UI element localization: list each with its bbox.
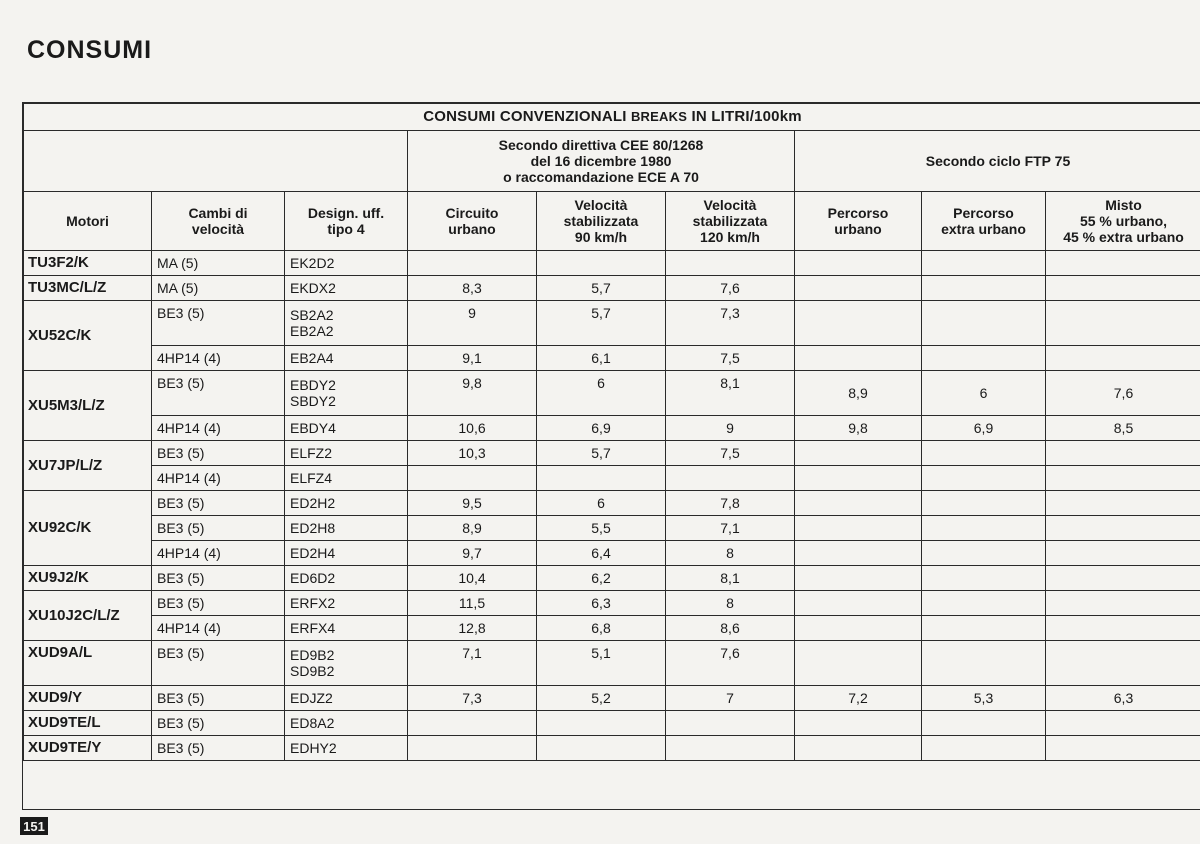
vel120-cell: 7,1 xyxy=(666,516,795,541)
misto-cell xyxy=(1046,276,1200,301)
header-vel90-line-1: Velocità xyxy=(574,197,628,213)
misto-cell xyxy=(1046,541,1200,566)
gearbox-cell: 4HP14 (4) xyxy=(152,466,285,491)
header-vel120-line-1: Velocità xyxy=(703,197,757,213)
motor-cell: XUD9/Y xyxy=(24,686,152,711)
percorso-urbano-cell xyxy=(795,616,922,641)
percorso-urbano-cell: 9,8 xyxy=(795,416,922,441)
header-misto-line-3: 45 % extra urbano xyxy=(1063,229,1184,245)
header-pu-line-1: Percorso xyxy=(827,205,889,221)
vel120-cell: 8 xyxy=(666,591,795,616)
gearbox-cell: BE3 (5) xyxy=(152,686,285,711)
design-cell: ED2H8 xyxy=(285,516,408,541)
table-row xyxy=(24,276,1200,301)
table-row xyxy=(24,301,1200,346)
header-motori: Motori xyxy=(24,192,152,251)
header-pe-line-2: extra urbano xyxy=(941,221,1026,237)
table-row xyxy=(24,736,1200,761)
group-header-ftp: Secondo ciclo FTP 75 xyxy=(795,131,1200,192)
gearbox-cell: BE3 (5) xyxy=(152,491,285,516)
table-row xyxy=(24,616,1200,641)
vel120-cell: 7,3 xyxy=(666,301,795,346)
motor-cell: TU3MC/L/Z xyxy=(24,276,152,301)
vel120-cell xyxy=(666,736,795,761)
design-cell: ERFX4 xyxy=(285,616,408,641)
gearbox-cell: BE3 (5) xyxy=(152,516,285,541)
vel90-cell: 6,9 xyxy=(537,416,666,441)
misto-cell xyxy=(1046,566,1200,591)
consumption-table-frame xyxy=(22,102,1200,810)
header-design xyxy=(285,192,408,251)
circuito-cell: 9,1 xyxy=(408,346,537,371)
circuito-cell: 7,1 xyxy=(408,641,537,686)
misto-cell xyxy=(1046,641,1200,686)
misto-cell xyxy=(1046,616,1200,641)
vel120-cell: 7,6 xyxy=(666,276,795,301)
design-cell xyxy=(285,301,408,346)
design-cell xyxy=(285,371,408,416)
header-cambi xyxy=(152,192,285,251)
design-cell: ED2H2 xyxy=(285,491,408,516)
table-title xyxy=(24,104,1200,131)
table-row xyxy=(24,441,1200,466)
vel90-cell xyxy=(537,736,666,761)
circuito-cell: 8,9 xyxy=(408,516,537,541)
percorso-urbano-cell xyxy=(795,541,922,566)
vel90-cell: 5,7 xyxy=(537,301,666,346)
circuito-cell xyxy=(408,466,537,491)
vel120-cell: 8,6 xyxy=(666,616,795,641)
header-cambi-line-1: Cambi di xyxy=(188,205,248,221)
percorso-urbano-cell xyxy=(795,516,922,541)
gearbox-cell: BE3 (5) xyxy=(152,711,285,736)
vel120-cell: 7,5 xyxy=(666,441,795,466)
percorso-extra-cell: 6,9 xyxy=(922,416,1046,441)
vel90-cell: 5,1 xyxy=(537,641,666,686)
header-vel90-line-2: stabilizzata xyxy=(563,213,639,229)
percorso-urbano-cell xyxy=(795,566,922,591)
vel90-cell: 5,7 xyxy=(537,441,666,466)
vel90-cell xyxy=(537,251,666,276)
percorso-urbano-cell xyxy=(795,491,922,516)
vel90-cell: 5,5 xyxy=(537,516,666,541)
table-row xyxy=(24,251,1200,276)
percorso-urbano-cell xyxy=(795,466,922,491)
design-cell: ED2H4 xyxy=(285,541,408,566)
percorso-extra-cell xyxy=(922,301,1046,346)
design-cell: EKDX2 xyxy=(285,276,408,301)
table-row xyxy=(24,566,1200,591)
percorso-extra-cell xyxy=(922,346,1046,371)
misto-cell xyxy=(1046,491,1200,516)
table-row xyxy=(24,541,1200,566)
design-cell: EDJZ2 xyxy=(285,686,408,711)
percorso-extra-cell xyxy=(922,591,1046,616)
gearbox-cell: BE3 (5) xyxy=(152,566,285,591)
percorso-urbano-cell xyxy=(795,346,922,371)
percorso-extra-cell xyxy=(922,491,1046,516)
circuito-cell xyxy=(408,711,537,736)
header-misto-line-1: Misto xyxy=(1105,197,1142,213)
design-cell: ED8A2 xyxy=(285,711,408,736)
table-row xyxy=(24,711,1200,736)
gearbox-cell: 4HP14 (4) xyxy=(152,616,285,641)
design-line: SD9B2 xyxy=(290,663,335,679)
misto-cell xyxy=(1046,466,1200,491)
misto-cell xyxy=(1046,711,1200,736)
percorso-urbano-cell xyxy=(795,641,922,686)
gearbox-cell: BE3 (5) xyxy=(152,591,285,616)
percorso-extra-cell: 6 xyxy=(922,371,1046,416)
percorso-extra-cell xyxy=(922,641,1046,686)
motor-cell: XU92C/K xyxy=(24,491,152,566)
gearbox-cell: BE3 (5) xyxy=(152,736,285,761)
table-row xyxy=(24,591,1200,616)
table-row xyxy=(24,466,1200,491)
gearbox-cell: 4HP14 (4) xyxy=(152,541,285,566)
vel120-cell xyxy=(666,251,795,276)
consumption-table xyxy=(23,103,1200,761)
group-cee-line-2: del 16 dicembre 1980 xyxy=(530,153,672,169)
table-title-unit: IN LITRI/100km xyxy=(691,108,802,125)
design-line: SBDY2 xyxy=(290,393,336,409)
gearbox-cell: BE3 (5) xyxy=(152,301,285,346)
design-cell xyxy=(285,641,408,686)
circuito-cell: 9 xyxy=(408,301,537,346)
percorso-extra-cell xyxy=(922,566,1046,591)
circuito-cell: 9,5 xyxy=(408,491,537,516)
design-cell: EK2D2 xyxy=(285,251,408,276)
vel120-cell: 7 xyxy=(666,686,795,711)
table-row xyxy=(24,491,1200,516)
motor-cell: TU3F2/K xyxy=(24,251,152,276)
motor-cell: XU52C/K xyxy=(24,301,152,371)
motor-cell: XUD9A/L xyxy=(24,641,152,686)
table-title-main: CONSUMI CONVENZIONALI xyxy=(423,108,627,125)
circuito-cell: 9,8 xyxy=(408,371,537,416)
gearbox-cell: 4HP14 (4) xyxy=(152,416,285,441)
vel120-cell xyxy=(666,711,795,736)
misto-cell: 6,3 xyxy=(1046,686,1200,711)
header-vel120-line-3: 120 km/h xyxy=(700,229,760,245)
percorso-urbano-cell: 7,2 xyxy=(795,686,922,711)
table-row xyxy=(24,516,1200,541)
vel90-cell: 6,1 xyxy=(537,346,666,371)
page-number: 151 xyxy=(20,817,48,835)
design-cell: EB2A4 xyxy=(285,346,408,371)
motor-cell: XU5M3/L/Z xyxy=(24,371,152,441)
vel120-cell: 7,6 xyxy=(666,641,795,686)
vel90-cell: 6,2 xyxy=(537,566,666,591)
design-line: EB2A2 xyxy=(290,323,334,339)
percorso-urbano-cell xyxy=(795,711,922,736)
header-vel120-line-2: stabilizzata xyxy=(692,213,768,229)
misto-cell xyxy=(1046,346,1200,371)
vel120-cell: 7,8 xyxy=(666,491,795,516)
header-misto-line-2: 55 % urbano, xyxy=(1079,213,1168,229)
circuito-cell: 7,3 xyxy=(408,686,537,711)
design-line: ED9B2 xyxy=(290,647,335,663)
vel90-cell xyxy=(537,466,666,491)
header-circuito xyxy=(408,192,537,251)
motor-cell: XU10J2C/L/Z xyxy=(24,591,152,641)
design-cell: ED6D2 xyxy=(285,566,408,591)
motor-cell: XUD9TE/Y xyxy=(24,736,152,761)
header-vel90-line-3: 90 km/h xyxy=(574,229,628,245)
group-header-blank xyxy=(24,131,408,192)
circuito-cell xyxy=(408,736,537,761)
percorso-urbano-cell xyxy=(795,736,922,761)
header-circuito-line-1: Circuito xyxy=(445,205,499,221)
design-cell: ELFZ2 xyxy=(285,441,408,466)
misto-cell: 7,6 xyxy=(1046,371,1200,416)
vel90-cell: 5,2 xyxy=(537,686,666,711)
group-header-cee xyxy=(408,131,795,192)
percorso-extra-cell xyxy=(922,466,1046,491)
vel90-cell: 6 xyxy=(537,371,666,416)
design-line: EBDY2 xyxy=(290,377,336,393)
circuito-cell: 8,3 xyxy=(408,276,537,301)
vel90-cell: 5,7 xyxy=(537,276,666,301)
header-design-line-1: Design. uff. xyxy=(307,205,385,221)
circuito-cell: 12,8 xyxy=(408,616,537,641)
misto-cell: 8,5 xyxy=(1046,416,1200,441)
vel120-cell: 8,1 xyxy=(666,566,795,591)
motor-cell: XU9J2/K xyxy=(24,566,152,591)
percorso-urbano-cell xyxy=(795,301,922,346)
motor-cell: XU7JP/L/Z xyxy=(24,441,152,491)
misto-cell xyxy=(1046,736,1200,761)
table-row xyxy=(24,346,1200,371)
motor-cell: XUD9TE/L xyxy=(24,711,152,736)
design-cell: EBDY4 xyxy=(285,416,408,441)
group-cee-line-3: o raccomandazione ECE A 70 xyxy=(503,169,699,185)
misto-cell xyxy=(1046,516,1200,541)
header-vel90 xyxy=(537,192,666,251)
header-cambi-line-2: velocità xyxy=(191,221,245,237)
header-design-line-2: tipo 4 xyxy=(327,221,365,237)
header-pe-line-1: Percorso xyxy=(953,205,1014,221)
design-cell: ERFX2 xyxy=(285,591,408,616)
percorso-extra-cell xyxy=(922,276,1046,301)
header-percorso-urbano xyxy=(795,192,922,251)
vel90-cell: 6,8 xyxy=(537,616,666,641)
table-row xyxy=(24,416,1200,441)
table-row xyxy=(24,371,1200,416)
vel120-cell: 8,1 xyxy=(666,371,795,416)
percorso-urbano-cell xyxy=(795,251,922,276)
percorso-extra-cell: 5,3 xyxy=(922,686,1046,711)
table-row xyxy=(24,686,1200,711)
percorso-urbano-cell xyxy=(795,441,922,466)
percorso-extra-cell xyxy=(922,616,1046,641)
design-line: SB2A2 xyxy=(290,307,334,323)
misto-cell xyxy=(1046,441,1200,466)
percorso-extra-cell xyxy=(922,441,1046,466)
circuito-cell xyxy=(408,251,537,276)
header-pu-line-2: urbano xyxy=(834,221,882,237)
circuito-cell: 11,5 xyxy=(408,591,537,616)
gearbox-cell: BE3 (5) xyxy=(152,371,285,416)
vel90-cell: 6,3 xyxy=(537,591,666,616)
vel90-cell: 6,4 xyxy=(537,541,666,566)
vel120-cell xyxy=(666,466,795,491)
gearbox-cell: BE3 (5) xyxy=(152,441,285,466)
gearbox-cell: 4HP14 (4) xyxy=(152,346,285,371)
circuito-cell: 9,7 xyxy=(408,541,537,566)
circuito-cell: 10,6 xyxy=(408,416,537,441)
percorso-extra-cell xyxy=(922,736,1046,761)
page-title: CONSUMI xyxy=(27,36,153,64)
circuito-cell: 10,3 xyxy=(408,441,537,466)
percorso-extra-cell xyxy=(922,251,1046,276)
misto-cell xyxy=(1046,301,1200,346)
vel120-cell: 7,5 xyxy=(666,346,795,371)
header-misto xyxy=(1046,192,1200,251)
percorso-extra-cell xyxy=(922,541,1046,566)
vel120-cell: 9 xyxy=(666,416,795,441)
table-title-breaks: BREAKS xyxy=(630,109,688,124)
gearbox-cell: MA (5) xyxy=(152,251,285,276)
circuito-cell: 10,4 xyxy=(408,566,537,591)
table-row xyxy=(24,641,1200,686)
header-circuito-line-2: urbano xyxy=(448,221,496,237)
header-vel120 xyxy=(666,192,795,251)
percorso-extra-cell xyxy=(922,711,1046,736)
percorso-urbano-cell xyxy=(795,276,922,301)
vel90-cell xyxy=(537,711,666,736)
percorso-urbano-cell xyxy=(795,591,922,616)
misto-cell xyxy=(1046,591,1200,616)
group-cee-line-1: Secondo direttiva CEE 80/1268 xyxy=(498,137,704,153)
design-cell: ELFZ4 xyxy=(285,466,408,491)
gearbox-cell: BE3 (5) xyxy=(152,641,285,686)
percorso-urbano-cell: 8,9 xyxy=(795,371,922,416)
vel120-cell: 8 xyxy=(666,541,795,566)
vel90-cell: 6 xyxy=(537,491,666,516)
misto-cell xyxy=(1046,251,1200,276)
gearbox-cell: MA (5) xyxy=(152,276,285,301)
design-cell: EDHY2 xyxy=(285,736,408,761)
percorso-extra-cell xyxy=(922,516,1046,541)
header-percorso-extra xyxy=(922,192,1046,251)
